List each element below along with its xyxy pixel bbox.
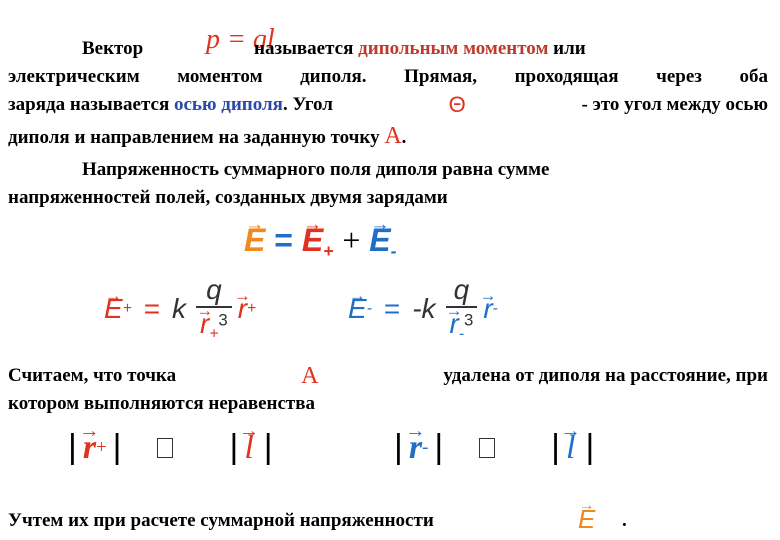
point-a-label: A [384, 123, 402, 149]
dipole-moment-formula: p = ql [206, 24, 275, 55]
paragraph-3-line-1: Считаем, что точка A удалена от диполя на расстояние, при [8, 363, 768, 389]
paragraph-1-line-3: заряда называется осью диполя. Угол Θ - это угол между осью [8, 92, 768, 117]
footer-text: Учтем их при расчете суммарной напряженности [8, 510, 434, 531]
theta-symbol: Θ [448, 92, 466, 117]
term-dipole-axis: осью диполя [173, 94, 283, 115]
inequality-r-minus: | → r - | | → l | [394, 428, 594, 467]
paragraph-2-line-2: напряженностей полей, созданных двумя зарядами [8, 187, 448, 208]
paragraph-3-line-2: котором выполняются неравенства [8, 393, 316, 414]
e-minus-term: → E [369, 222, 390, 259]
field-sum-equation: → E = → $E_+$ + → $E_-$ [244, 222, 396, 262]
relation-placeholder-glyph [157, 438, 173, 458]
charge-q: q [446, 274, 478, 308]
vector-word: Вектор [82, 38, 144, 59]
inequality-r-plus: | → r + | | → l | [68, 428, 273, 467]
e-plus-term: → E [302, 222, 323, 259]
called-word: называется [254, 38, 354, 59]
paragraph-1-line-1-rest [254, 37, 586, 61]
point-a-label: A [301, 363, 319, 389]
e-minus-equation: → E - = -k q → $r_-^3$ → r - [348, 274, 498, 343]
e-total: → E [244, 222, 265, 259]
e-plus-equation: → E + = k q → $r_+^3$ → r + [104, 274, 256, 343]
paragraph-1-line-4: диполя и направлением на заданную точку A. [8, 123, 407, 149]
relation-placeholder-glyph [479, 438, 495, 458]
paragraph-2-line-1: Напряженность суммарного поля диполя равна сумме [82, 159, 550, 180]
paragraph-1-line-1 [82, 37, 143, 61]
charge-q: q [196, 274, 232, 308]
or-word: или [553, 38, 586, 59]
paragraph-1-line-2: электрическим моментом диполя. Прямая, проходящая через оба [8, 66, 768, 87]
footer-period: . [622, 510, 627, 531]
e-total-symbol: → E [578, 504, 595, 535]
term-dipole-moment: дипольным моментом [358, 38, 549, 59]
